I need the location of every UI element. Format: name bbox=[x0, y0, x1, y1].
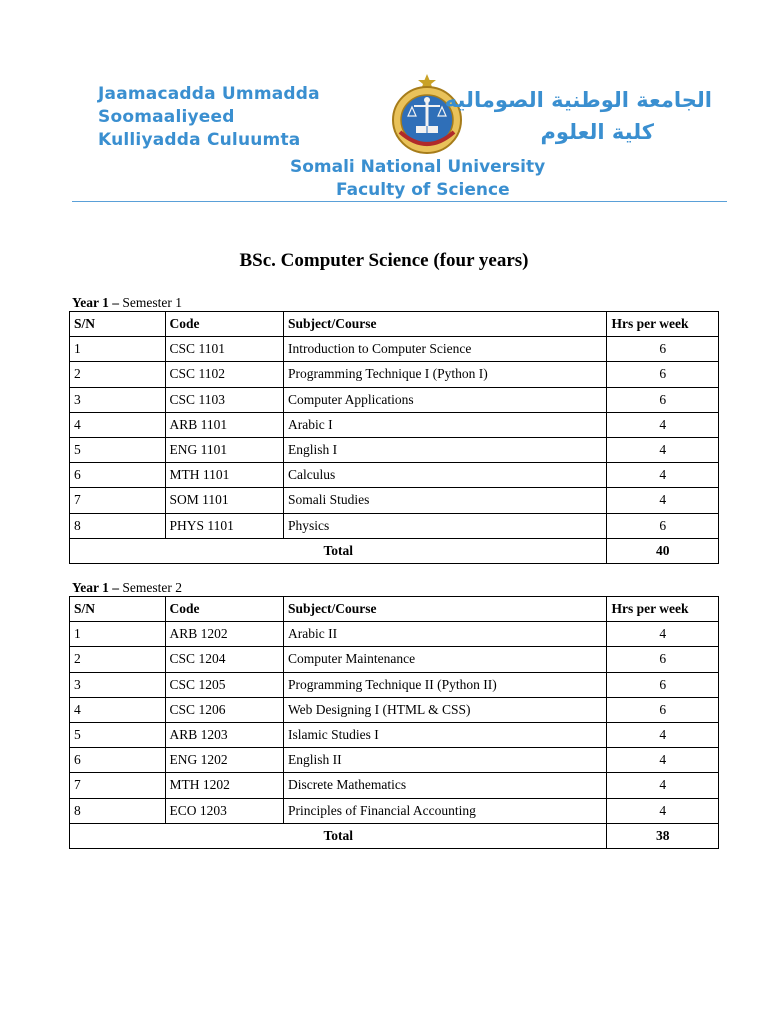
course-hours: 4 bbox=[607, 463, 719, 488]
arabic-line-1: الجامعة الوطنية الصوماليه bbox=[444, 88, 712, 112]
table-row bbox=[70, 622, 719, 647]
total-value: 38 bbox=[607, 823, 719, 848]
course-sn: 4 bbox=[70, 697, 166, 722]
letterhead-english-name bbox=[290, 156, 545, 202]
table-row bbox=[70, 647, 719, 672]
course-sn: 2 bbox=[70, 362, 166, 387]
course-code: CSC 1102 bbox=[165, 362, 283, 387]
course-sn: 5 bbox=[70, 437, 166, 462]
table-row bbox=[70, 513, 719, 538]
english-line-2: Faculty of Science bbox=[336, 180, 510, 200]
table-row bbox=[70, 362, 719, 387]
header-subject: Subject/Course bbox=[284, 312, 607, 337]
course-code: CSC 1204 bbox=[165, 647, 283, 672]
course-code: ARB 1203 bbox=[165, 722, 283, 747]
course-sn: 7 bbox=[70, 773, 166, 798]
course-hours: 6 bbox=[607, 647, 719, 672]
total-row bbox=[70, 823, 719, 848]
course-code: PHYS 1101 bbox=[165, 513, 283, 538]
course-hours: 4 bbox=[607, 437, 719, 462]
course-code: CSC 1101 bbox=[165, 337, 283, 362]
course-subject: English I bbox=[284, 437, 607, 462]
semester-2-rows bbox=[70, 622, 719, 824]
course-code: CSC 1103 bbox=[165, 387, 283, 412]
total-row bbox=[70, 538, 719, 563]
table-header-row bbox=[70, 312, 719, 337]
semester-2-year-label: Year 1 – bbox=[72, 580, 119, 595]
course-code: ENG 1202 bbox=[165, 748, 283, 773]
letterhead-arabic-name bbox=[445, 84, 712, 148]
course-subject: Physics bbox=[284, 513, 607, 538]
course-sn: 2 bbox=[70, 647, 166, 672]
semester-1-year-label: Year 1 – bbox=[72, 295, 119, 310]
course-hours: 4 bbox=[607, 798, 719, 823]
table-row bbox=[70, 672, 719, 697]
semester-2-table bbox=[69, 596, 719, 849]
course-subject: Programming Technique I (Python I) bbox=[284, 362, 607, 387]
semester-2-label: Semester 2 bbox=[122, 580, 182, 595]
course-hours: 6 bbox=[607, 513, 719, 538]
course-sn: 8 bbox=[70, 513, 166, 538]
table-row bbox=[70, 387, 719, 412]
course-subject: Arabic II bbox=[284, 622, 607, 647]
header-sn: S/N bbox=[70, 312, 166, 337]
letterhead-divider bbox=[72, 201, 727, 202]
course-subject: Islamic Studies I bbox=[284, 722, 607, 747]
course-subject: Computer Maintenance bbox=[284, 647, 607, 672]
course-code: CSC 1206 bbox=[165, 697, 283, 722]
header-hrs: Hrs per week bbox=[607, 597, 719, 622]
course-sn: 3 bbox=[70, 387, 166, 412]
course-code: ARB 1202 bbox=[165, 622, 283, 647]
course-code: ECO 1203 bbox=[165, 798, 283, 823]
course-sn: 3 bbox=[70, 672, 166, 697]
english-line-1: Somali National University bbox=[290, 157, 546, 177]
table-row bbox=[70, 463, 719, 488]
header-code: Code bbox=[165, 597, 283, 622]
total-value: 40 bbox=[607, 538, 719, 563]
letterhead bbox=[0, 0, 768, 210]
course-subject: Programming Technique II (Python II) bbox=[284, 672, 607, 697]
document-title: BSc. Computer Science (four years) bbox=[239, 250, 529, 271]
course-subject: English II bbox=[284, 748, 607, 773]
total-label: Total bbox=[70, 823, 607, 848]
course-hours: 4 bbox=[607, 748, 719, 773]
table-row bbox=[70, 798, 719, 823]
course-hours: 6 bbox=[607, 387, 719, 412]
table-row bbox=[70, 773, 719, 798]
table-row bbox=[70, 337, 719, 362]
table-row bbox=[70, 412, 719, 437]
course-sn: 4 bbox=[70, 412, 166, 437]
header-hrs: Hrs per week bbox=[607, 312, 719, 337]
course-sn: 6 bbox=[70, 463, 166, 488]
course-subject: Introduction to Computer Science bbox=[284, 337, 607, 362]
course-hours: 6 bbox=[607, 337, 719, 362]
semester-1-table bbox=[69, 311, 719, 564]
course-sn: 1 bbox=[70, 337, 166, 362]
course-subject: Web Designing I (HTML & CSS) bbox=[284, 697, 607, 722]
table-row bbox=[70, 748, 719, 773]
letterhead-somali-name bbox=[98, 83, 320, 152]
course-sn: 7 bbox=[70, 488, 166, 513]
course-code: MTH 1202 bbox=[165, 773, 283, 798]
table-row bbox=[70, 437, 719, 462]
course-hours: 4 bbox=[607, 773, 719, 798]
table-header-row bbox=[70, 597, 719, 622]
semester-1-label: Semester 1 bbox=[122, 295, 182, 310]
course-subject: Somali Studies bbox=[284, 488, 607, 513]
course-subject: Arabic I bbox=[284, 412, 607, 437]
semester-2-caption bbox=[72, 580, 182, 596]
semester-1-caption bbox=[72, 295, 182, 311]
course-code: CSC 1205 bbox=[165, 672, 283, 697]
course-sn: 6 bbox=[70, 748, 166, 773]
course-hours: 4 bbox=[607, 412, 719, 437]
course-code: MTH 1101 bbox=[165, 463, 283, 488]
course-hours: 4 bbox=[607, 488, 719, 513]
course-sn: 8 bbox=[70, 798, 166, 823]
course-subject: Principles of Financial Accounting bbox=[284, 798, 607, 823]
somali-line-3: Kulliyadda Culuumta bbox=[98, 130, 301, 150]
course-hours: 6 bbox=[607, 362, 719, 387]
header-sn: S/N bbox=[70, 597, 166, 622]
somali-line-1: Jaamacadda Ummadda bbox=[98, 84, 320, 104]
course-code: SOM 1101 bbox=[165, 488, 283, 513]
course-hours: 6 bbox=[607, 697, 719, 722]
somali-line-2: Soomaaliyeed bbox=[98, 107, 235, 127]
course-hours: 4 bbox=[607, 622, 719, 647]
table-row bbox=[70, 488, 719, 513]
course-sn: 1 bbox=[70, 622, 166, 647]
header-subject: Subject/Course bbox=[284, 597, 607, 622]
header-code: Code bbox=[165, 312, 283, 337]
course-hours: 4 bbox=[607, 722, 719, 747]
course-code: ENG 1101 bbox=[165, 437, 283, 462]
course-subject: Computer Applications bbox=[284, 387, 607, 412]
course-subject: Discrete Mathematics bbox=[284, 773, 607, 798]
table-row bbox=[70, 697, 719, 722]
semester-1-rows bbox=[70, 337, 719, 539]
course-code: ARB 1101 bbox=[165, 412, 283, 437]
course-subject: Calculus bbox=[284, 463, 607, 488]
course-sn: 5 bbox=[70, 722, 166, 747]
table-row bbox=[70, 722, 719, 747]
arabic-line-2: كلية العلوم bbox=[540, 120, 654, 144]
course-hours: 6 bbox=[607, 672, 719, 697]
total-label: Total bbox=[70, 538, 607, 563]
